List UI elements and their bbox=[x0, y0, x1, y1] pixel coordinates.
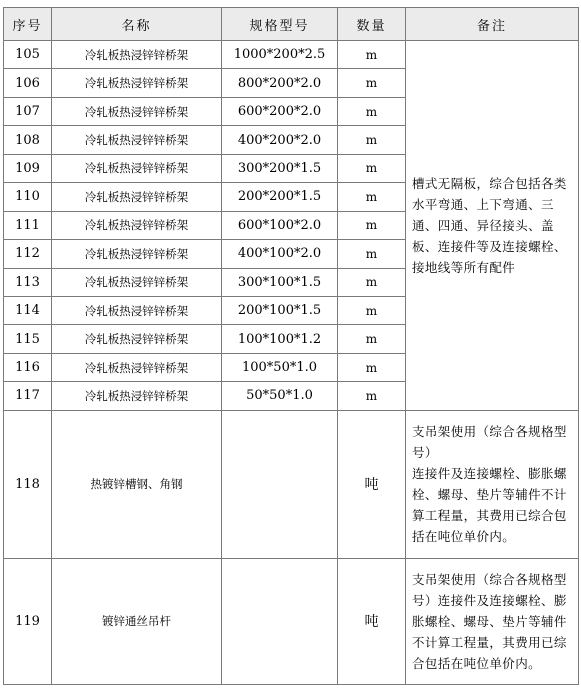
row-no: 114 bbox=[4, 296, 52, 324]
row-no: 119 bbox=[4, 558, 52, 684]
row-name: 冷轧板热浸锌锌桥架 bbox=[52, 183, 222, 211]
row-name: 冷轧板热浸锌锌桥架 bbox=[52, 126, 222, 154]
remark-line-2: 连接件及连接螺栓、膨胀螺栓、螺母、垫片等辅件不计算工程量，其费用已综合包括在吨位单价内。 bbox=[412, 466, 567, 545]
row-no: 110 bbox=[4, 183, 52, 211]
header-row bbox=[4, 8, 579, 41]
row-no: 116 bbox=[4, 353, 52, 381]
row-spec: 600*200*2.0 bbox=[222, 97, 338, 125]
row-spec bbox=[222, 410, 338, 558]
row-unit: 吨 bbox=[338, 410, 406, 558]
row-no: 107 bbox=[4, 97, 52, 125]
row-name: 冷轧板热浸锌锌桥架 bbox=[52, 296, 222, 324]
header-qty: 数量 bbox=[338, 8, 406, 41]
row-no: 105 bbox=[4, 41, 52, 69]
row-unit: m bbox=[338, 353, 406, 381]
row-spec: 100*100*1.2 bbox=[222, 325, 338, 353]
row-name: 冷轧板热浸锌锌桥架 bbox=[52, 240, 222, 268]
row-unit: m bbox=[338, 296, 406, 324]
row-unit: m bbox=[338, 382, 406, 410]
row-unit: m bbox=[338, 240, 406, 268]
row-spec: 50*50*1.0 bbox=[222, 382, 338, 410]
row-name: 热镀锌槽钢、角钢 bbox=[52, 410, 222, 558]
row-name: 冷轧板热浸锌锌桥架 bbox=[52, 325, 222, 353]
row-unit: m bbox=[338, 183, 406, 211]
header-no: 序号 bbox=[4, 8, 52, 41]
header-spec: 规格型号 bbox=[222, 8, 338, 41]
row-name: 冷轧板热浸锌锌桥架 bbox=[52, 97, 222, 125]
table-row-119 bbox=[4, 558, 579, 684]
row-unit: 吨 bbox=[338, 558, 406, 684]
row-spec: 300*200*1.5 bbox=[222, 154, 338, 182]
row-unit: m bbox=[338, 211, 406, 239]
row-spec: 300*100*1.5 bbox=[222, 268, 338, 296]
row-name: 冷轧板热浸锌锌桥架 bbox=[52, 382, 222, 410]
table-row bbox=[4, 41, 579, 69]
row-unit: m bbox=[338, 97, 406, 125]
group-remark: 槽式无隔板，综合包括各类水平弯通、上下弯通、三通、四通、异径接头、盖板、连接件等及连接螺栓、接地线等所有配件 bbox=[406, 41, 579, 411]
row-unit: m bbox=[338, 69, 406, 97]
row-no: 106 bbox=[4, 69, 52, 97]
row-spec: 1000*200*2.5 bbox=[222, 41, 338, 69]
row-unit: m bbox=[338, 325, 406, 353]
row-unit: m bbox=[338, 268, 406, 296]
row-no: 109 bbox=[4, 154, 52, 182]
header-remark: 备注 bbox=[406, 8, 579, 41]
row-spec: 600*100*2.0 bbox=[222, 211, 338, 239]
row-spec: 200*200*1.5 bbox=[222, 183, 338, 211]
row-name: 镀锌通丝吊杆 bbox=[52, 558, 222, 684]
row-spec bbox=[222, 558, 338, 684]
row-remark-118 bbox=[406, 410, 579, 558]
row-spec: 800*200*2.0 bbox=[222, 69, 338, 97]
row-remark-119: 支吊架使用（综合各规格型号）连接件及连接螺栓、膨胀螺栓、螺母、垫片等辅件不计算工程量，其费用已综合包括在吨位单价内。 bbox=[406, 558, 579, 684]
row-no: 118 bbox=[4, 410, 52, 558]
row-unit: m bbox=[338, 154, 406, 182]
row-spec: 400*100*2.0 bbox=[222, 240, 338, 268]
row-name: 冷轧板热浸锌锌桥架 bbox=[52, 353, 222, 381]
row-spec: 400*200*2.0 bbox=[222, 126, 338, 154]
row-name: 冷轧板热浸锌锌桥架 bbox=[52, 154, 222, 182]
row-spec: 100*50*1.0 bbox=[222, 353, 338, 381]
row-unit: m bbox=[338, 126, 406, 154]
row-name: 冷轧板热浸锌锌桥架 bbox=[52, 69, 222, 97]
table-row-118 bbox=[4, 410, 579, 558]
row-name: 冷轧板热浸锌锌桥架 bbox=[52, 268, 222, 296]
row-spec: 200*100*1.5 bbox=[222, 296, 338, 324]
bill-of-quantities-table bbox=[3, 7, 579, 685]
row-no: 108 bbox=[4, 126, 52, 154]
header-name: 名称 bbox=[52, 8, 222, 41]
row-name: 冷轧板热浸锌锌桥架 bbox=[52, 41, 222, 69]
row-no: 111 bbox=[4, 211, 52, 239]
row-name: 冷轧板热浸锌锌桥架 bbox=[52, 211, 222, 239]
remark-line-1: 支吊架使用（综合各规格型号） bbox=[412, 424, 567, 461]
row-no: 113 bbox=[4, 268, 52, 296]
row-no: 115 bbox=[4, 325, 52, 353]
row-no: 112 bbox=[4, 240, 52, 268]
row-no: 117 bbox=[4, 382, 52, 410]
row-unit: m bbox=[338, 41, 406, 69]
